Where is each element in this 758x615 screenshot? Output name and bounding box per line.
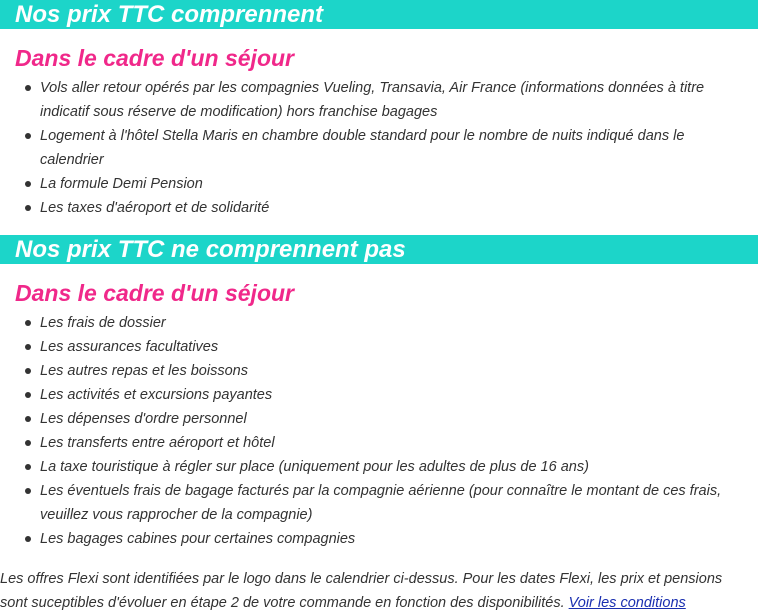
list-item: Les activités et excursions payantes (24, 383, 758, 407)
list-item: Logement à l'hôtel Stella Maris en chambre double standard pour le nombre de nuits indiqué dans le calendrier (24, 124, 758, 172)
list-item: Les taxes d'aéroport et de solidarité (24, 196, 758, 220)
list-item: Les frais de dossier (24, 311, 758, 335)
conditions-link[interactable]: Voir les conditions (568, 595, 686, 611)
included-list (0, 76, 758, 220)
list-item: Vols aller retour opérés par les compagnies Vueling, Transavia, Air France (informations données à titre indicatif sous réserve de modification) hors franchise bagages (24, 76, 758, 124)
flexi-note-text: Les offres Flexi sont identifiées par le logo dans le calendrier ci-dessus. Pour les dates Flexi, les prix et pensions sont suceptibles d'évoluer en étape 2 de votre commande en fonction des disponibilités. (0, 571, 723, 611)
list-item: Les transferts entre aéroport et hôtel (24, 431, 758, 455)
excluded-subtitle: Dans le cadre d'un séjour (15, 280, 294, 306)
list-item: Les assurances facultatives (24, 335, 758, 359)
list-item: Les éventuels frais de bagage facturés par la compagnie aérienne (pour connaître le montant de ces frais, veuillez vous rapprocher de la compagnie) (24, 479, 758, 527)
list-item: La formule Demi Pension (24, 172, 758, 196)
list-item: Les autres repas et les boissons (24, 359, 758, 383)
included-header: Nos prix TTC comprennent (0, 0, 758, 29)
excluded-list (0, 311, 758, 551)
flexi-note (0, 567, 758, 615)
included-subtitle: Dans le cadre d'un séjour (15, 45, 294, 71)
list-item: Les dépenses d'ordre personnel (24, 407, 758, 431)
list-item: Les bagages cabines pour certaines compagnies (24, 527, 758, 551)
list-item: La taxe touristique à régler sur place (uniquement pour les adultes de plus de 16 ans) (24, 455, 758, 479)
excluded-header: Nos prix TTC ne comprennent pas (0, 235, 758, 264)
